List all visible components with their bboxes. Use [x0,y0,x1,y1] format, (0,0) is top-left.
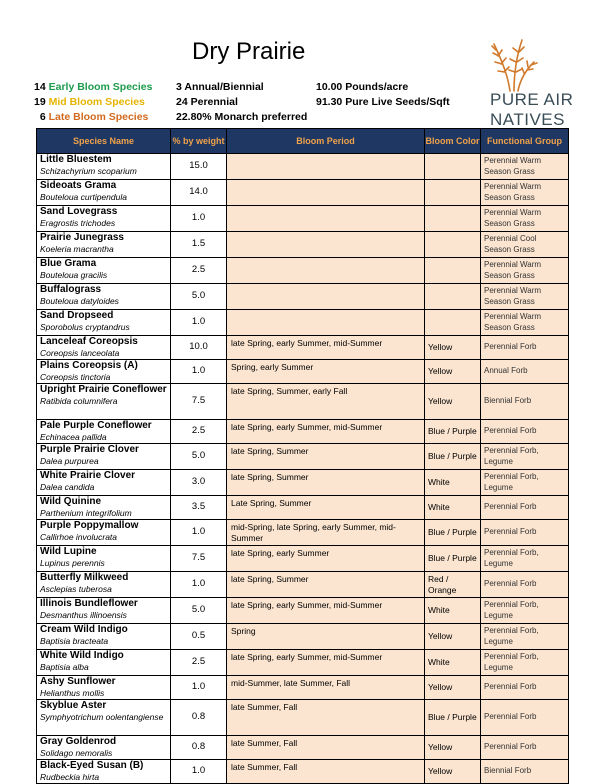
scientific-name: Bouteloua gracilis [40,269,108,280]
species-name-cell [37,384,171,420]
bloom-color-cell: Yellow [425,624,481,650]
table-row [37,310,569,336]
bloom-period-cell: mid-Spring, late Spring, early Summer, mid-Summer [227,520,425,546]
species-name-cell [37,180,171,206]
bloom-period-cell: late Spring, early Summer [227,546,425,572]
bloom-color-cell [425,180,481,206]
bloom-color-cell: Red / Orange [425,572,481,598]
common-name: Wild Lupine [40,546,97,557]
species-name-cell [37,650,171,676]
scientific-name: Schizachyrium scoparium [40,165,137,176]
bloom-color-cell [425,284,481,310]
functional-group-cell: Perennial Forb [481,496,569,520]
functional-group-cell: Annual Forb [481,360,569,384]
functional-group-cell: Perennial Warm Season Grass [481,180,569,206]
early-bloom-stat: 14 Early Bloom Species [34,81,153,93]
header-bloom-color: Bloom Color [425,129,481,154]
common-name: Ashy Sunflower [40,676,116,687]
bloom-period-cell [227,154,425,180]
percent-weight-cell: 5.0 [171,284,227,310]
functional-group-cell: Perennial Warm Season Grass [481,310,569,336]
perennial-stat: 24 Perennial [176,96,238,108]
species-name-cell [37,258,171,284]
bloom-period-cell: late Summer, Fall [227,736,425,760]
common-name: Illinois Bundleflower [40,598,138,609]
common-name: Prairie Junegrass [40,232,124,243]
table-row [37,624,569,650]
monarch-stat: 22.80% Monarch preferred [176,111,308,123]
bloom-period-cell: late Spring, early Summer, mid-Summer [227,420,425,444]
bloom-stats [34,80,153,125]
bloom-color-cell: Blue / Purple [425,420,481,444]
species-name-cell [37,572,171,598]
table-row [37,700,569,736]
bloom-period-cell: Spring [227,624,425,650]
table-row [37,384,569,420]
common-name: Purple Poppymallow [40,520,139,531]
functional-group-cell: Perennial Forb [481,572,569,598]
bloom-color-cell: White [425,650,481,676]
species-name-cell [37,420,171,444]
table-row [37,232,569,258]
bloom-period-cell: late Spring, early Summer, mid-Summer [227,650,425,676]
functional-group-cell: Perennial Forb, Legume [481,598,569,624]
scientific-name: Ratibida columnifera [40,395,118,406]
percent-weight-cell: 1.0 [171,572,227,598]
scientific-name: Rudbeckia hirta [40,771,100,782]
functional-group-cell: Perennial Warm Season Grass [481,206,569,232]
bloom-period-cell: late Spring, Summer [227,572,425,598]
functional-group-cell: Perennial Forb [481,520,569,546]
mid-bloom-stat: 19 Mid Bloom Species [34,96,145,108]
species-name-cell [37,736,171,760]
table-row [37,420,569,444]
bloom-color-cell [425,258,481,284]
common-name: Lanceleaf Coreopsis [40,336,138,347]
bloom-color-cell: Yellow [425,360,481,384]
bloom-period-cell: mid-Summer, late Summer, Fall [227,676,425,700]
percent-weight-cell: 1.0 [171,206,227,232]
percent-weight-cell: 1.0 [171,676,227,700]
percent-weight-cell: 1.0 [171,760,227,784]
functional-group-cell: Perennial Warm Season Grass [481,154,569,180]
functional-group-cell: Perennial Forb [481,336,569,360]
species-name-cell [37,336,171,360]
scientific-name: Echinacea pallida [40,431,107,442]
functional-group-cell: Perennial Forb, Legume [481,624,569,650]
functional-group-cell: Perennial Forb [481,420,569,444]
bloom-color-cell: Yellow [425,384,481,420]
common-name: Sand Lovegrass [40,206,118,217]
percent-weight-cell: 1.0 [171,360,227,384]
page-title: Dry Prairie [192,38,306,65]
percent-weight-cell: 7.5 [171,384,227,420]
annual-stat: 3 Annual/Biennial [176,81,264,93]
table-row [37,598,569,624]
percent-weight-cell: 10.0 [171,336,227,360]
bloom-period-cell: late Spring, Summer [227,444,425,470]
percent-weight-cell: 0.8 [171,736,227,760]
bloom-color-cell [425,154,481,180]
table-row [37,572,569,598]
species-name-cell [37,760,171,784]
logo: PURE AIR NATIVES [490,90,574,129]
bloom-period-cell [227,206,425,232]
percent-weight-cell: 2.5 [171,650,227,676]
percent-weight-cell: 7.5 [171,546,227,572]
percent-weight-cell: 5.0 [171,598,227,624]
species-table-body [37,154,569,784]
species-name-cell [37,546,171,572]
bloom-period-cell [227,310,425,336]
functional-group-cell: Perennial Forb, Legume [481,444,569,470]
percent-weight-cell: 14.0 [171,180,227,206]
common-name: White Wild Indigo [40,650,124,661]
scientific-name: Baptisia alba [40,661,89,672]
bloom-period-cell: late Summer, Fall [227,700,425,736]
functional-group-cell: Perennial Forb [481,736,569,760]
functional-group-cell: Perennial Forb, Legume [481,470,569,496]
scientific-name: Lupinus perennis [40,557,105,568]
scientific-name: Bouteloua datyloides [40,295,119,306]
species-name-cell [37,676,171,700]
species-name-cell [37,470,171,496]
functional-group-cell: Perennial Forb, Legume [481,546,569,572]
functional-group-cell: Perennial Warm Season Grass [481,258,569,284]
percent-weight-cell: 2.5 [171,258,227,284]
bloom-color-cell [425,206,481,232]
percent-weight-cell: 2.5 [171,420,227,444]
functional-group-cell: Perennial Forb [481,700,569,736]
common-name: Pale Purple Coneflower [40,420,152,431]
scientific-name: Helianthus mollis [40,687,105,698]
bloom-period-cell [227,232,425,258]
species-name-cell [37,206,171,232]
percent-weight-cell: 1.0 [171,310,227,336]
seed-stats [316,80,450,110]
scientific-name: Coreopsis tinctoria [40,371,111,382]
bloom-color-cell: White [425,496,481,520]
percent-weight-cell: 5.0 [171,444,227,470]
bloom-color-cell: Blue / Purple [425,520,481,546]
table-row [37,520,569,546]
table-row [37,206,569,232]
table-row [37,180,569,206]
bloom-period-cell [227,180,425,206]
scientific-name: Dalea candida [40,481,95,492]
header-species-name: Species Name [37,129,171,154]
table-row [37,258,569,284]
common-name: Purple Prairie Clover [40,444,139,455]
common-name: Wild Quinine [40,496,102,507]
common-name: Upright Prairie Coneflower [40,384,167,395]
percent-weight-cell: 0.5 [171,624,227,650]
common-name: Cream Wild Indigo [40,624,128,635]
common-name: White Prairie Clover [40,470,136,481]
scientific-name: Parthenium integrifolium [40,507,132,518]
bloom-period-cell: late Summer, Fall [227,760,425,784]
percent-weight-cell: 0.8 [171,700,227,736]
bloom-color-cell [425,310,481,336]
common-name: Plains Coreopsis (A) [40,360,138,371]
species-name-cell [37,700,171,736]
species-name-cell [37,360,171,384]
common-name: Little Bluestem [40,154,112,165]
species-name-cell [37,284,171,310]
table-row [37,470,569,496]
common-name: Butterfly Milkweed [40,572,129,583]
species-table [36,128,569,784]
table-row [37,676,569,700]
table-row [37,336,569,360]
percent-weight-cell: 15.0 [171,154,227,180]
scientific-name: Coreopsis lanceolata [40,347,120,358]
percent-weight-cell: 1.5 [171,232,227,258]
functional-group-cell: Perennial Forb, Legume [481,650,569,676]
common-name: Sideoats Grama [40,180,117,191]
functional-group-cell: Biennial Forb [481,384,569,420]
functional-group-cell: Perennial Warm Season Grass [481,284,569,310]
header-functional-group: Functional Group [481,129,569,154]
table-row [37,650,569,676]
common-name: Sand Dropseed [40,310,114,321]
bloom-color-cell: Yellow [425,676,481,700]
species-name-cell [37,520,171,546]
species-name-cell [37,444,171,470]
functional-group-cell: Biennial Forb [481,760,569,784]
bloom-period-cell: late Spring, early Summer, mid-Summer [227,598,425,624]
species-name-cell [37,232,171,258]
bloom-period-cell: late Spring, Summer [227,470,425,496]
percent-weight-cell: 3.5 [171,496,227,520]
bloom-period-cell [227,258,425,284]
common-name: Blue Grama [40,258,97,269]
lifecycle-stats [176,80,307,125]
bloom-color-cell: Blue / Purple [425,546,481,572]
bloom-period-cell: Spring, early Summer [227,360,425,384]
bloom-color-cell: White [425,470,481,496]
table-row [37,546,569,572]
functional-group-cell: Perennial Forb [481,676,569,700]
table-row [37,496,569,520]
species-name-cell [37,598,171,624]
percent-weight-cell: 3.0 [171,470,227,496]
pounds-stat: 10.00 Pounds/acre [316,81,409,93]
scientific-name: Bouteloua curtipendula [40,191,127,202]
bloom-color-cell: Blue / Purple [425,444,481,470]
pls-stat: 91.30 Pure Live Seeds/Sqft [316,96,450,108]
bloom-color-cell: Blue / Purple [425,700,481,736]
scientific-name: Eragrostis trichodes [40,217,116,228]
common-name: Black-Eyed Susan (B) [40,760,144,771]
bloom-period-cell: late Spring, early Summer, mid-Summer [227,336,425,360]
bloom-color-cell: Yellow [425,760,481,784]
common-name: Buffalograss [40,284,102,295]
header-bloom-period: Bloom Period [227,129,425,154]
scientific-name: Baptisia bracteata [40,635,109,646]
late-bloom-stat: 6 Late Bloom Species [39,111,149,123]
header-percent-weight: % by weight [171,129,227,154]
species-name-cell [37,310,171,336]
common-name: Gray Goldenrod [40,736,117,747]
percent-weight-cell: 1.0 [171,520,227,546]
bloom-period-cell [227,284,425,310]
table-row [37,444,569,470]
scientific-name: Solidago nemoralis [40,747,113,758]
table-row [37,760,569,784]
scientific-name: Sporobolus cryptandrus [40,321,130,332]
table-row [37,284,569,310]
scientific-name: Asclepias tuberosa [40,583,112,594]
table-row [37,736,569,760]
bloom-color-cell: Yellow [425,736,481,760]
species-name-cell [37,154,171,180]
scientific-name: Koeleria macrantha [40,243,114,254]
table-row [37,154,569,180]
species-name-cell [37,496,171,520]
functional-group-cell: Perennial Cool Season Grass [481,232,569,258]
bloom-color-cell: Yellow [425,336,481,360]
species-name-cell [37,624,171,650]
bloom-period-cell: Late Spring, Summer [227,496,425,520]
bloom-color-cell: White [425,598,481,624]
scientific-name: Symphyotrichum oolentangiense [40,711,164,722]
common-name: Skyblue Aster [40,700,107,711]
table-row [37,360,569,384]
scientific-name: Desmanthus illinoensis [40,609,127,620]
scientific-name: Dalea purpurea [40,455,99,466]
bloom-period-cell: late Spring, Summer, early Fall [227,384,425,420]
bloom-color-cell [425,232,481,258]
scientific-name: Callirhoe involucrata [40,531,118,542]
